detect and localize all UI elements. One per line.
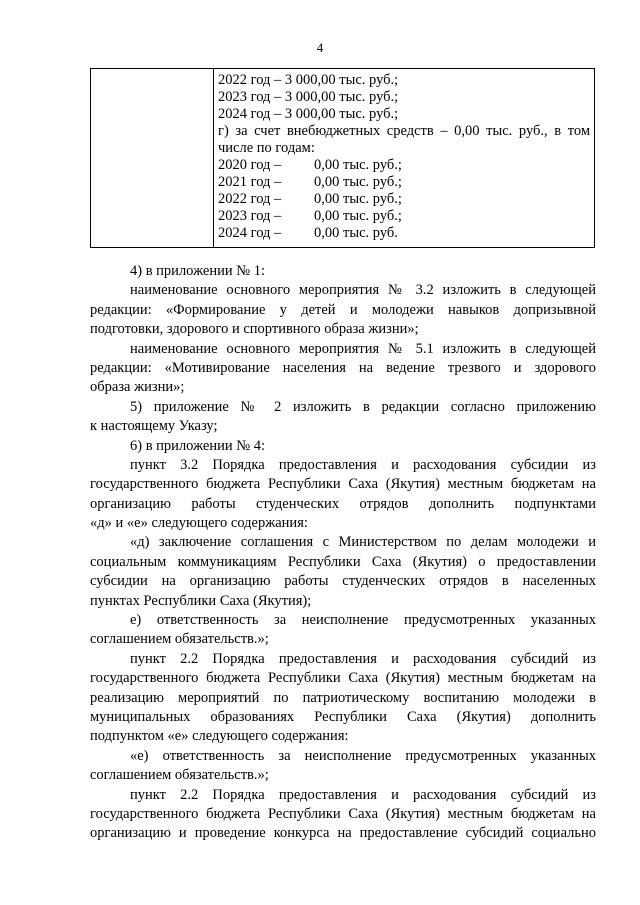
year-label: 2024 год – (218, 225, 282, 241)
body-line: государственного бюджета Республики Саха (Якутия) местным бюджетам на (90, 805, 596, 822)
body-line: «д» и «е» следующего содержания: (90, 515, 308, 532)
year-amount: 0,00 тыс. руб.; (314, 174, 402, 190)
year-amount: 0,00 тыс. руб.; (314, 208, 402, 224)
body-line: е) ответственность за неисполнение предусмотренных указанных (130, 612, 596, 629)
body-line: социальным коммуникациям Республики Саха (Якутия) о предоставлении (90, 553, 596, 570)
funding-line: 2023 год – 3 000,00 тыс. руб.; (218, 89, 399, 105)
table-row (91, 69, 595, 248)
body-line: редакции: «Мотивирование населения на ведение трезвого и здорового (90, 359, 596, 376)
page-number: 4 (316, 40, 324, 55)
body-line: наименование основного мероприятия № 5.1 изложить в следующей (130, 340, 596, 357)
year-label: 2020 год – (218, 157, 282, 173)
year-line (218, 174, 590, 191)
body-line: организацию работы студенческих отрядов дополнить подпунктами (90, 495, 596, 512)
body-line: наименование основного мероприятия № 3.2 изложить в следующей (130, 282, 596, 299)
body-line: государственного бюджета Республики Саха (Якутия) местным бюджетам на (90, 670, 596, 687)
funding-table (90, 68, 595, 248)
year-label: 2022 год – (218, 191, 282, 207)
body-line: образа жизни»; (90, 379, 185, 396)
funding-note-line: г) за счет внебюджетных средств – 0,00 тыс. руб., в том (218, 123, 590, 139)
funding-line: 2024 год – 3 000,00 тыс. руб.; (218, 106, 399, 122)
body-line: «е) ответственность за неисполнение предусмотренных указанных (130, 747, 596, 764)
year-amount: 0,00 тыс. руб.; (314, 191, 402, 207)
year-line (218, 191, 590, 208)
year-label: 2021 год – (218, 174, 282, 190)
body-line: реализацию мероприятий по патриотическому воспитанию молодежи в (90, 689, 596, 706)
body-line: «д) заключение соглашения с Министерством по делам молодежи и (130, 534, 596, 551)
body-line: пункт 2.2 Порядка предоставления и расходования субсидий из (130, 786, 596, 803)
funding-line: 2022 год – 3 000,00 тыс. руб.; (218, 72, 399, 88)
year-amount: 0,00 тыс. руб.; (314, 157, 402, 173)
year-label: 2023 год – (218, 208, 282, 224)
body-line: пунктах Республики Саха (Якутия); (90, 592, 312, 609)
table-label-cell (91, 69, 214, 248)
body-line: подготовки, здорового и спортивного образа жизни»; (90, 321, 419, 338)
year-line (218, 208, 590, 225)
body-line: пункт 2.2 Порядка предоставления и расходования субсидий из (130, 650, 596, 667)
table-value-cell (214, 69, 595, 248)
body-line: 4) в приложении № 1: (130, 263, 265, 279)
body-line: соглашением обязательств.»; (90, 631, 269, 648)
year-line (218, 157, 590, 174)
year-amount: 0,00 тыс. руб. (314, 225, 398, 241)
document-body (90, 262, 596, 844)
body-line: подпунктом «е» следующего содержания: (90, 728, 349, 745)
body-line: редакции: «Формирование у детей и молодежи навыков допризывной (90, 301, 596, 318)
body-line: государственного бюджета Республики Саха (Якутия) местным бюджетам на (90, 476, 596, 493)
body-line: 6) в приложении № 4: (130, 437, 265, 454)
funding-note-line: числе по годам: (218, 140, 315, 156)
body-line: 5) приложение № 2 изложить в редакции согласно приложению (130, 398, 596, 415)
body-line: пункт 3.2 Порядка предоставления и расходования субсидии из (130, 456, 596, 473)
year-line (218, 225, 590, 242)
body-line: к настоящему Указу; (90, 418, 218, 435)
body-line: соглашением обязательств.»; (90, 767, 269, 784)
body-line: субсидии на организацию работы студенческих отрядов в населенных (90, 573, 596, 590)
body-line: организацию и проведение конкурса на предоставление субсидий социально (90, 825, 596, 842)
body-line: муниципальных образованиях Республики Саха (Якутия) дополнить (90, 708, 596, 725)
